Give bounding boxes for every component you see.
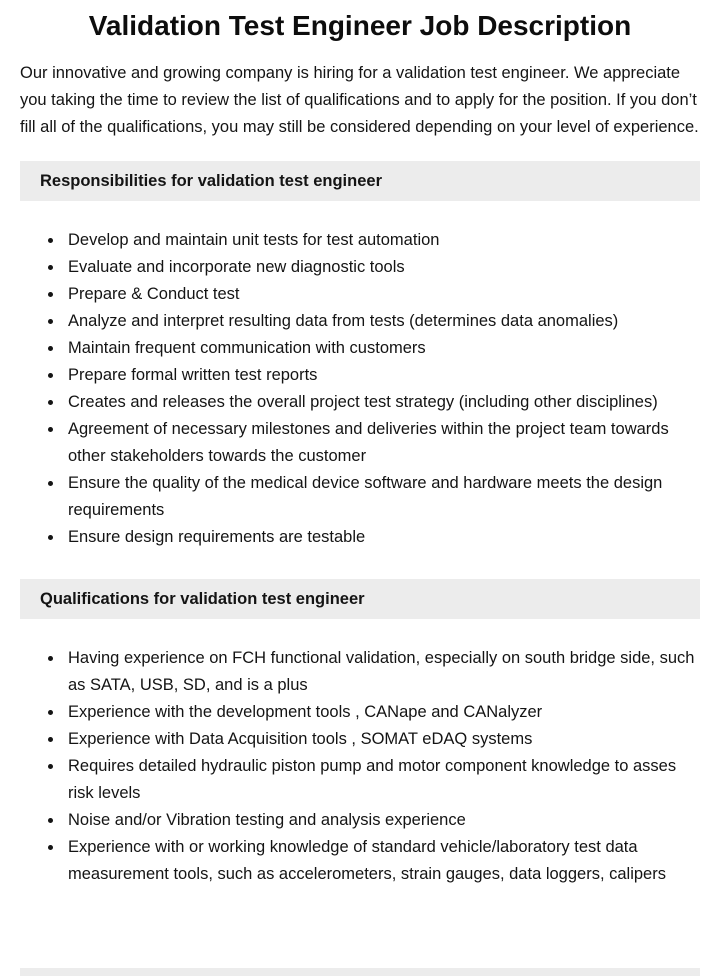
bullet-item: • Having experience on FCH functional validation, especially on south bridge side, such as SATA, USB, SD, and is a plus	[64, 645, 700, 699]
bullet-item: • Ensure design requirements are testable	[64, 524, 700, 551]
qualifications-list	[20, 619, 700, 888]
bullet-item: • Creates and releases the overall project test strategy (including other disciplines)	[64, 389, 700, 416]
bullet-item: • Evaluate and incorporate new diagnostic tools	[64, 254, 700, 281]
next-section-header-partial	[20, 968, 700, 976]
bullet-item: • Experience with or working knowledge of standard vehicle/laboratory test data measurement tools, such as accelerometers, strain gauges, data loggers, calipers	[64, 834, 700, 888]
bullet-item: • Prepare formal written test reports	[64, 362, 700, 389]
bullet-item: • Maintain frequent communication with customers	[64, 335, 700, 362]
responsibilities-list	[20, 201, 700, 551]
intro-paragraph: Our innovative and growing company is hiring for a validation test engineer. We appreciate you taking the time to review the list of qualifications and to apply for the position. If you don’t fill all of the qualifications, you may still be considered depending on your level of experience.	[20, 64, 699, 137]
bullet-item: • Experience with the development tools , CANape and CANalyzer	[64, 699, 700, 726]
bullet-item: • Experience with Data Acquisition tools , SOMAT eDAQ systems	[64, 726, 700, 753]
bullet-item: • Develop and maintain unit tests for test automation	[64, 227, 700, 254]
qualifications-section-header: Qualifications for validation test engineer	[20, 579, 700, 619]
responsibilities-section	[20, 161, 700, 551]
qualifications-section	[20, 579, 700, 888]
bullet-item: • Ensure the quality of the medical device software and hardware meets the design requirements	[64, 470, 700, 524]
responsibilities-section-header: Responsibilities for validation test engineer	[20, 161, 700, 201]
bullet-item: • Noise and/or Vibration testing and analysis experience	[64, 807, 700, 834]
bullet-item: • Requires detailed hydraulic piston pump and motor component knowledge to asses risk levels	[64, 753, 700, 807]
bullet-item: • Analyze and interpret resulting data from tests (determines data anomalies)	[64, 308, 700, 335]
bullet-item: • Prepare & Conduct test	[64, 281, 700, 308]
page-title: Validation Test Engineer Job Description	[88, 10, 632, 41]
bullet-item: • Agreement of necessary milestones and deliveries within the project team towards other stakeholders towards the customer	[64, 416, 700, 470]
